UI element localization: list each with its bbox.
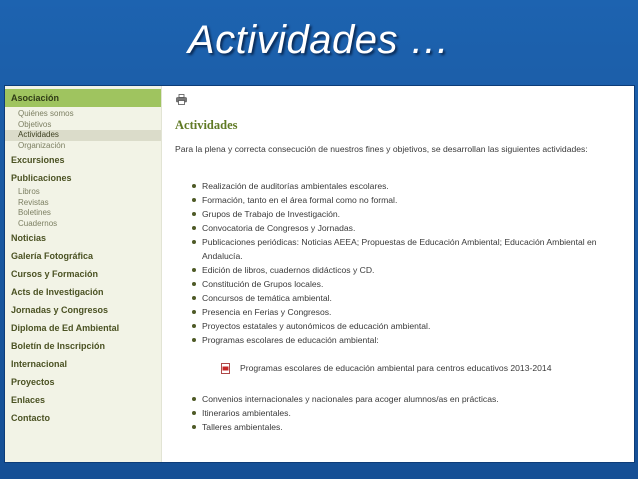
sidebar-subitem-revistas[interactable]: Revistas: [18, 197, 49, 207]
printer-icon[interactable]: [176, 94, 187, 105]
list-item: Publicaciones periódicas: Noticias AEEA; Propuestas de Educación Ambiental; Educación Ambiental en Andalucía.: [192, 235, 628, 263]
sidebar-item-galeria-fotografica[interactable]: Galería Fotográfica: [11, 251, 94, 261]
sidebar-subitem-quienes-somos[interactable]: Quiénes somos: [18, 109, 74, 118]
list-item: Talleres ambientales.: [192, 420, 628, 434]
sidebar-subitem-libros[interactable]: Libros: [18, 187, 40, 196]
sidebar-subitem-organizacion[interactable]: Organización: [18, 140, 66, 150]
website-screenshot: [5, 86, 634, 462]
sidebar-subitem-actividades[interactable]: Actividades: [5, 130, 161, 141]
sidebar-item-acts-investigacion[interactable]: Acts de Investigación: [11, 287, 104, 297]
list-item: Formación, tanto en el área formal como no formal.: [192, 193, 628, 207]
sidebar-item-diploma-ed-ambiental[interactable]: Diploma de Ed Ambiental: [11, 323, 120, 333]
sidebar-item-jornadas-congresos[interactable]: Jornadas y Congresos: [11, 305, 109, 315]
list-item: Realización de auditorías ambientales escolares.: [192, 179, 628, 193]
intro-paragraph: Para la plena y correcta consecución de nuestros fines y objetivos, se desarrollan las siguientes actividades:: [175, 144, 588, 154]
sidebar-subitem-boletines[interactable]: Boletines: [18, 208, 51, 217]
list-item: Proyectos estatales y autonómicos de educación ambiental.: [192, 319, 628, 333]
pdf-file-icon: [221, 363, 230, 374]
slide-title: Actividades …: [187, 18, 451, 62]
sidebar-item-contacto[interactable]: Contacto: [11, 413, 50, 423]
sidebar-item-internacional[interactable]: Internacional: [11, 359, 68, 369]
list-item: Presencia en Ferias y Congresos.: [192, 305, 628, 319]
list-item: Edición de libros, cuadernos didácticos y CD.: [192, 263, 628, 277]
list-item: Convocatoria de Congresos y Jornadas.: [192, 221, 628, 235]
list-item: Concursos de temática ambiental.: [192, 291, 628, 305]
page-heading: Actividades: [175, 118, 238, 132]
sidebar-item-proyectos[interactable]: Proyectos: [11, 377, 55, 387]
list-item: Grupos de Trabajo de Investigación.: [192, 207, 628, 221]
sidebar-item-publicaciones[interactable]: Publicaciones: [11, 173, 72, 183]
list-item: Constitución de Grupos locales.: [192, 277, 628, 291]
sidebar-item-enlaces[interactable]: Enlaces: [11, 395, 46, 405]
sidebar-item-noticias[interactable]: Noticias: [11, 233, 47, 243]
list-item: Programas escolares de educación ambiental:: [192, 333, 628, 347]
sidebar-item-cursos-formacion[interactable]: Cursos y Formación: [11, 269, 99, 279]
activities-list-continued: [192, 392, 628, 434]
list-item: Itinerarios ambientales.: [192, 406, 628, 420]
activities-list: [192, 179, 628, 347]
sidebar-nav: [5, 86, 162, 462]
list-item: Convenios internacionales y nacionales para acoger alumnos/as en prácticas.: [192, 392, 628, 406]
sidebar-subitem-cuadernos[interactable]: Cuadernos: [18, 218, 58, 228]
main-content: [173, 86, 628, 462]
sidebar-item-boletin-inscripcion[interactable]: Boletín de Inscripción: [11, 341, 106, 351]
pdf-download-link[interactable]: [221, 360, 626, 376]
pdf-link-label[interactable]: Programas escolares de educación ambiental para centros educativos 2013-2014: [240, 363, 552, 373]
sidebar-subitem-objetivos[interactable]: Objetivos: [18, 119, 52, 129]
sidebar-item-excursiones[interactable]: Excursiones: [11, 155, 65, 165]
sidebar-item-asociacion[interactable]: Asociación: [5, 89, 161, 107]
